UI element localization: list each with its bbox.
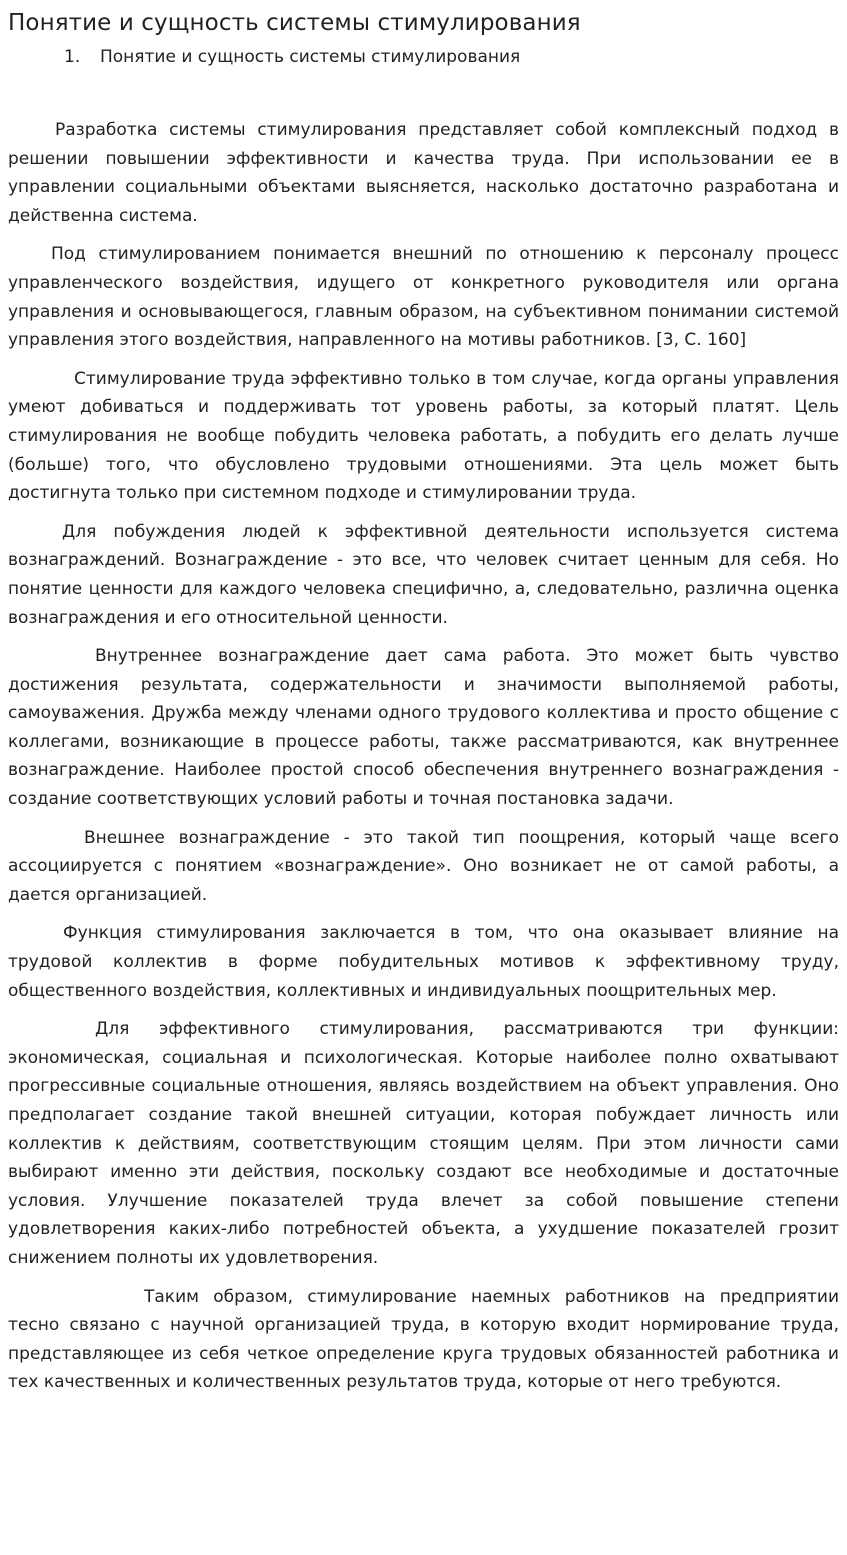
page-title: Понятие и сущность системы стимулирования: [8, 10, 581, 36]
paragraph: Стимулирование труда эффективно только в том случае, когда органы управления умеют добиваться и поддерживать тот уровень работы, за который платят. Цель стимулирования не вообще побудить человека работать, а побудить его делать лучше (больше) того, что обусловлено трудовыми отношениями. Эта цель может быть достигнута только при системном подходе и стимулировании труда.: [8, 368, 839, 504]
paragraph: Для побуждения людей к эффективной деятельности используется система вознаграждений. Вознаграждение - это все, что человек считает ценным для себя. Но понятие ценности для каждого человека специфично, а, следовательно, различна оценка вознаграждения и его относительной ценности.: [8, 521, 839, 628]
section-heading: [8, 44, 839, 70]
section-number: 1.: [64, 47, 81, 67]
paragraph: Внутреннее вознаграждение дает сама работа. Это может быть чувство достижения результата, содержательности и значимости выполняемой работы, самоуважения. Дружба между членами одного трудового коллектива и просто общение с коллегами, возникающие в процессе работы, также рассматриваются, как внутреннее вознаграждение. Наиболее простой способ обеспечения внутреннего вознаграждения - создание соответствующих условий работы и точная постановка задачи.: [8, 646, 839, 810]
paragraph: Таким образом, стимулирование наемных работников на предприятии тесно связано с научной организацией труда, в которую входит нормирование труда, представляющее из себя четкое определение круга трудовых обязанностей работника и тех качественных и количественных результатов труда, которые от него требуются.: [8, 1286, 839, 1393]
section-title: Понятие и сущность системы стимулирования: [100, 47, 521, 67]
paragraph: Под стимулированием понимается внешний по отношению к персоналу процесс управленческого воздействия, идущего от конкретного руководителя или органа управления и основывающегося, главным образом, на субъективном понимании системой управления этого воздействия, направленного на мотивы работников. [3, С. 160]: [8, 244, 839, 351]
paragraph: Для эффективного стимулирования, рассматриваются три функции: экономическая, социальная и психологическая. Которые наиболее полно охватывают прогрессивные социальные отношения, являясь воздействием на объект управления. Оно предполагает создание такой внешней ситуации, которая побуждает личность или коллектив к действиям, соответствующим стоящим целям. При этом личности сами выбирают именно эти действия, поскольку создают все необходимые и достаточные условия. Улучшение показателей труда влечет за собой повышение степени удовлетворения каких-либо потребностей объекта, а ухудшение показателей грозит снижением полноты их удовлетворения.: [8, 1019, 839, 1268]
document-body: [8, 116, 839, 1397]
paragraph: Разработка системы стимулирования представляет собой комплексный подход в решении повышении эффективности и качества труда. При использовании ее в управлении социальными объектами выясняется, насколько достаточно разработана и действенна система.: [8, 120, 839, 226]
paragraph: Функция стимулирования заключается в том, что она оказывает влияние на трудовой коллектив в форме побудительных мотивов к эффективному труду, общественного воздействия, коллективных и индивидуальных поощрительных мер.: [8, 923, 839, 1001]
paragraph: Внешнее вознаграждение - это такой тип поощрения, который чаще всего ассоциируется с понятием «вознаграждение». Оно возникает не от самой работы, а дается организацией.: [8, 827, 839, 905]
